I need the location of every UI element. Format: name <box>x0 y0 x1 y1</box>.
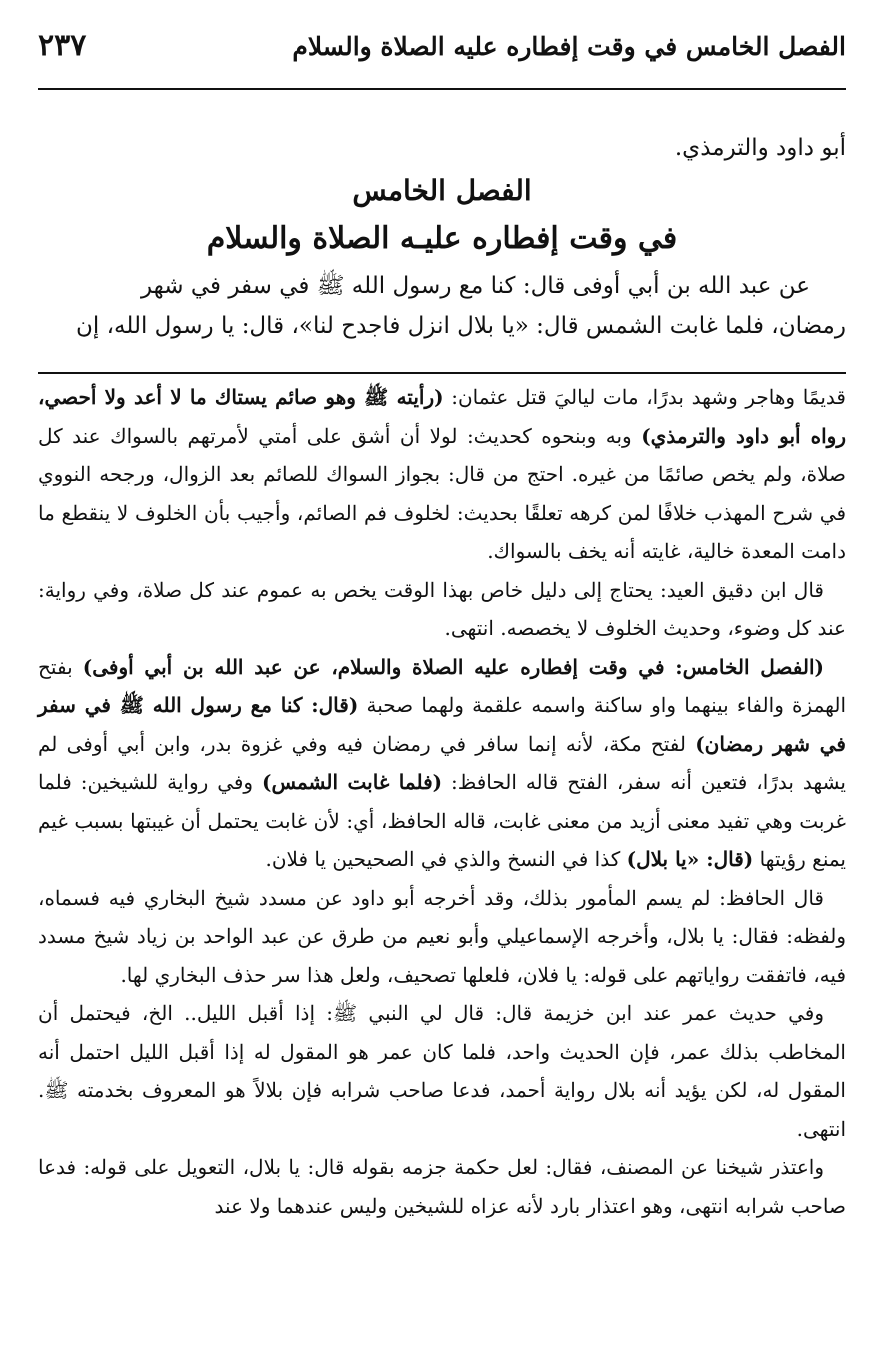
page-header <box>38 28 846 80</box>
commentary-text: وفي رواية للشيخين: فلما غربت وهي تفيد معنى أزيد من معنى غابت، قاله الحافظ، أي: لأن غابت يحتمل أن غيبتها بسبب غيم يمنع رؤيتها <box>38 770 846 871</box>
quoted-hadith: (رأيته ﷺ وهو صائم يستاك ما لا أعد ولا أحصي، رواه أبو داود والترمذي) <box>38 385 847 448</box>
commentary-paragraph-1 <box>38 378 846 571</box>
quoted-matn: (قال: كنا مع رسول الله ﷺ في سفر في شهر رمضان) <box>38 693 846 756</box>
hadith-line-2: رمضان، فلما غابت الشمس قال: «يا بلال انزل فاجدح لنا»، قال: يا رسول الله، إن <box>76 313 846 339</box>
commentary-paragraph-5: وفي حديث عمر عند ابن خزيمة قال: قال لي النبي ﷺ: إذا أقبل الليل.. الخ، فيحتمل أن المخاطب بذلك عمر، فإن الحديث واحد، فلما كان عمر هو المقول له إذا أقبل الليل احتمل أنه المقول له، لكن يؤيد أنه بلال رواية أحمد، فدعا صاحب شرابه فإن بلالاً هو المعروف بخدمته ﷺ. انتهى. <box>38 1001 846 1141</box>
chapter-title: في وقت إفطاره عليـه الصلاة والسلام <box>206 221 678 256</box>
page-number: ٢٣٧ <box>38 28 87 63</box>
hadith-line-1: عن عبد الله بن أبي أوفى قال: كنا مع رسول الله ﷺ في سفر في شهر <box>140 273 810 299</box>
commentary-text: قديمًا وهاجر وشهد بدرًا، مات لياليَ قتل عثمان: <box>443 385 846 409</box>
quoted-matn: (قال: «يا بلال) <box>626 847 754 871</box>
carryover-line: أبو داود والترمذي. <box>674 135 846 161</box>
running-title: الفصل الخامس في وقت إفطاره عليه الصلاة والسلام <box>292 32 846 61</box>
commentary-text: كذا في النسخ والذي في الصحيحين يا فلان. <box>265 847 627 871</box>
book-page <box>38 28 846 1338</box>
commentary-text: بفتح الهمزة والفاء بينهما واو ساكنة واسمه علقمة ولهما صحبة <box>38 654 846 717</box>
main-text <box>38 128 846 346</box>
commentary-paragraph-2: قال ابن دقيق العيد: يحتاج إلى دليل خاص بهذا الوقت يخص به عموم عند كل صلاة، وفي رواية: عند كل وضوء، وحديث الخلوف لا يخصصه. انتهى. <box>38 577 846 640</box>
chapter-label: الفصل الخامس <box>352 174 532 207</box>
commentary <box>38 378 846 1225</box>
header-rule <box>38 88 846 90</box>
commentary-paragraph-6: واعتذر شيخنا عن المصنف، فقال: لعل حكمة جزمه بقوله قال: يا بلال، التعويل على قوله: فدعا صاحب شرابه انتهى، وهو اعتذار بارد لأنه عزاه للشيخين وليس عندهما ولا عند <box>38 1155 846 1218</box>
quoted-matn: (الفصل الخامس: في وقت إفطاره عليه الصلاة والسلام، عن عبد الله بن أبي أوفى) <box>82 654 824 679</box>
commentary-text: لفتح مكة، لأنه إنما سافر في رمضان فيه وفي غزوة بدر، وابن أبي أوفى لم يشهد بدرًا، فتعين أنه سفر، الفتح قاله الحافظ: <box>38 731 846 794</box>
commentary-separator <box>38 372 846 374</box>
commentary-text: وبه وبنحوه كحديث: لولا أن أشق على أمتي لأمرتهم بالسواك عند كل صلاة، ولم يخص صائمًا من غيره. احتج من قال: بجواز السواك للصائم بعد الزوال، ورجحه النووي في شرح المهذب خلافًا لمن كرهه تعلقًا بحديث: لخلوف فم الصائم، وأجيب بأن الخلوف لا ينقطع ما دامت المعدة خالية، غايته أنه يخف بالسواك. <box>38 423 846 563</box>
commentary-paragraph-4: قال الحافظ: لم يسم المأمور بذلك، وقد أخرجه أبو داود عن مسدد شيخ البخاري فيه فسماه، ولفظه: فقال: يا بلال، وأخرجه الإسماعيلي وأبو نعيم من طرق عن عبد الواحد بن زياد شيخ مسدد فيه، فاتفقت رواياتهم على قوله: يا فلان، فلعلها تصحيف، ولعل هذا سر حذف البخاري لها. <box>38 885 846 987</box>
quoted-matn: (فلما غابت الشمس) <box>262 770 443 794</box>
commentary-paragraph-3 <box>38 648 846 879</box>
